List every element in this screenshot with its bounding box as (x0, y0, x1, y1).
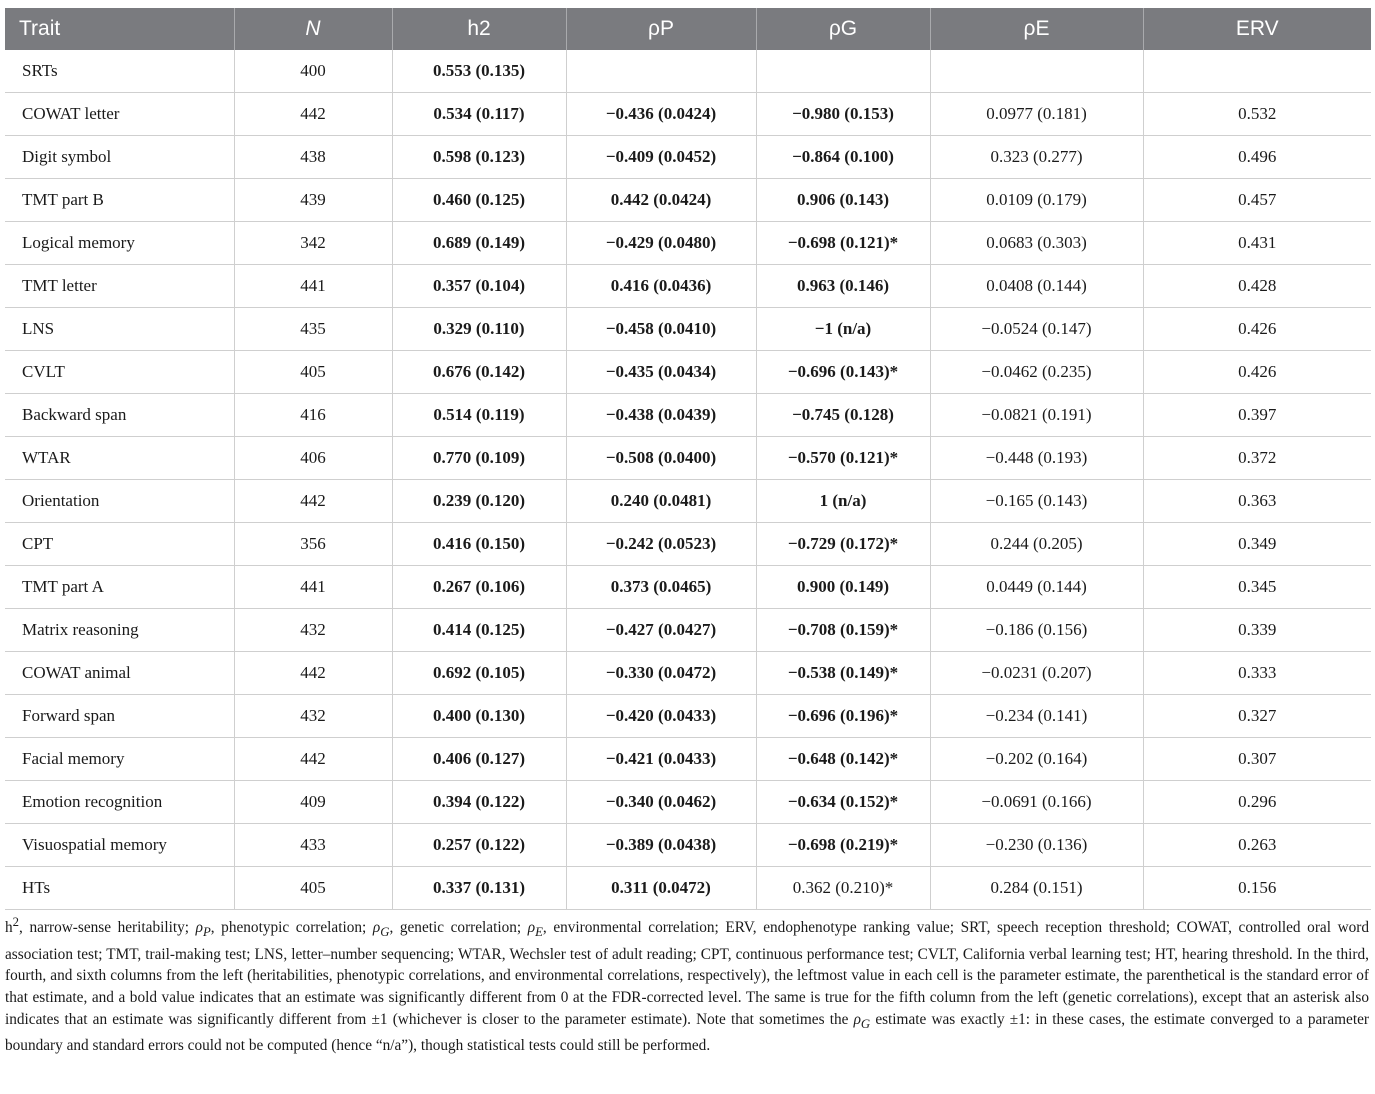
cell-rho-p: −0.436 (0.0424) (566, 93, 756, 136)
cell-rho-g: −0.538 (0.149)* (756, 652, 930, 695)
cell-rho-e: −0.0462 (0.235) (930, 351, 1143, 394)
cell-rho-g: 1 (n/a) (756, 480, 930, 523)
cell-trait: Matrix reasoning (5, 609, 234, 652)
cell-h2: 0.692 (0.105) (392, 652, 566, 695)
footnote-h-sup: 2 (12, 915, 20, 929)
cell-rho-p: 0.373 (0.0465) (566, 566, 756, 609)
cell-rho-e: −0.0691 (0.166) (930, 781, 1143, 824)
cell-rho-g: 0.963 (0.146) (756, 265, 930, 308)
cell-n: 435 (234, 308, 392, 351)
cell-rho-g (756, 50, 930, 93)
cell-rho-g: 0.906 (0.143) (756, 179, 930, 222)
cell-rho-e: 0.244 (0.205) (930, 523, 1143, 566)
cell-n: 442 (234, 93, 392, 136)
cell-h2: 0.514 (0.119) (392, 394, 566, 437)
cell-h2: 0.534 (0.117) (392, 93, 566, 136)
cell-erv: 0.532 (1143, 93, 1371, 136)
footnote-p-definition: , phenotypic correlation; (210, 919, 373, 937)
cell-rho-p: −0.340 (0.0462) (566, 781, 756, 824)
cell-n: 439 (234, 179, 392, 222)
footnote-sub-e: E (535, 925, 543, 940)
cell-erv: 0.426 (1143, 308, 1371, 351)
footnote-sub-g: G (860, 1016, 871, 1031)
cell-rho-e: −0.0821 (0.191) (930, 394, 1143, 437)
cell-trait: TMT part B (5, 179, 234, 222)
cell-rho-p: −0.435 (0.0434) (566, 351, 756, 394)
results-table-container (5, 8, 1371, 910)
cell-rho-p: −0.242 (0.0523) (566, 523, 756, 566)
cell-n: 441 (234, 265, 392, 308)
cell-n: 342 (234, 222, 392, 265)
cell-erv: 0.333 (1143, 652, 1371, 695)
table-row (5, 222, 1371, 265)
cell-rho-p: −0.438 (0.0439) (566, 394, 756, 437)
cell-h2: 0.239 (0.120) (392, 480, 566, 523)
cell-h2: 0.400 (0.130) (392, 695, 566, 738)
cell-rho-e: 0.323 (0.277) (930, 136, 1143, 179)
table-row (5, 179, 1371, 222)
cell-rho-e: −0.186 (0.156) (930, 609, 1143, 652)
cell-rho-e: 0.284 (0.151) (930, 867, 1143, 910)
footnote-rho: ρ (195, 919, 203, 937)
cell-rho-e: 0.0683 (0.303) (930, 222, 1143, 265)
cell-erv: 0.426 (1143, 351, 1371, 394)
cell-trait: WTAR (5, 437, 234, 480)
table-row (5, 867, 1371, 910)
cell-rho-e: −0.0231 (0.207) (930, 652, 1143, 695)
table-row (5, 480, 1371, 523)
header-row (5, 8, 1371, 50)
cell-rho-p: −0.508 (0.0400) (566, 437, 756, 480)
cell-rho-e: 0.0408 (0.144) (930, 265, 1143, 308)
header-trait: Trait (5, 8, 234, 50)
cell-rho-g: −0.698 (0.121)* (756, 222, 930, 265)
table-row (5, 523, 1371, 566)
footnote-e-definition: , environmental correlation; ERV, endophenotype ranking value; SRT, speech reception threshold; COWAT, controlled oral word association test; TMT, trail-making test; LNS, letter–number sequencing; WTAR, Wechsler test of adult reading; CPT, continuous performance test; CVLT, California verbal learning test; HT, hearing threshold. In the third, fourth, and sixth columns from the left (heritabilities, phenotypic correlations, and environmental correlations, respectively), the leftmost value in each cell is the parameter estimate, the parenthetical is the standard error of that estimate, and a bold value indicates that an estimate was significantly different from 0 at the FDR-corrected level. The same is true for the fifth column from the left (genetic correlations), except that an asterisk also indicates that an estimate was significantly different from ±1 (whichever is closer to the parameter estimate). Note that sometimes the (5, 919, 1370, 1028)
footnote-rho: ρ (853, 1010, 861, 1028)
cell-h2: 0.394 (0.122) (392, 781, 566, 824)
header-h2: h2 (392, 8, 566, 50)
cell-rho-e: −0.0524 (0.147) (930, 308, 1143, 351)
cell-h2: 0.689 (0.149) (392, 222, 566, 265)
cell-h2: 0.676 (0.142) (392, 351, 566, 394)
cell-rho-g: −0.708 (0.159)* (756, 609, 930, 652)
results-table (5, 8, 1371, 910)
header-rho-g: ρG (756, 8, 930, 50)
table-row (5, 824, 1371, 867)
cell-erv: 0.156 (1143, 867, 1371, 910)
cell-erv: 0.339 (1143, 609, 1371, 652)
cell-n: 432 (234, 609, 392, 652)
cell-n: 416 (234, 394, 392, 437)
cell-h2: 0.357 (0.104) (392, 265, 566, 308)
cell-h2: 0.257 (0.122) (392, 824, 566, 867)
cell-trait: Visuospatial memory (5, 824, 234, 867)
table-row (5, 695, 1371, 738)
header-erv: ERV (1143, 8, 1371, 50)
cell-n: 438 (234, 136, 392, 179)
cell-rho-p: −0.421 (0.0433) (566, 738, 756, 781)
cell-n: 409 (234, 781, 392, 824)
cell-trait: Forward span (5, 695, 234, 738)
cell-erv: 0.345 (1143, 566, 1371, 609)
cell-trait: Facial memory (5, 738, 234, 781)
footnote-h2-definition: , narrow-sense heritability; (19, 919, 196, 937)
cell-trait: CVLT (5, 351, 234, 394)
table-row (5, 437, 1371, 480)
cell-rho-g: −0.648 (0.142)* (756, 738, 930, 781)
cell-n: 432 (234, 695, 392, 738)
cell-h2: 0.416 (0.150) (392, 523, 566, 566)
cell-erv: 0.307 (1143, 738, 1371, 781)
table-row (5, 652, 1371, 695)
cell-rho-p: −0.409 (0.0452) (566, 136, 756, 179)
cell-n: 405 (234, 351, 392, 394)
cell-rho-p: 0.311 (0.0472) (566, 867, 756, 910)
cell-h2: 0.770 (0.109) (392, 437, 566, 480)
cell-rho-p: −0.458 (0.0410) (566, 308, 756, 351)
cell-n: 400 (234, 50, 392, 93)
header-rho-e: ρE (930, 8, 1143, 50)
footnote-rho: ρ (372, 919, 381, 937)
cell-rho-e (930, 50, 1143, 93)
cell-rho-g: −0.696 (0.143)* (756, 351, 930, 394)
cell-n: 442 (234, 738, 392, 781)
cell-rho-p: −0.427 (0.0427) (566, 609, 756, 652)
cell-rho-p: −0.389 (0.0438) (566, 824, 756, 867)
cell-trait: CPT (5, 523, 234, 566)
cell-rho-g: −0.745 (0.128) (756, 394, 930, 437)
cell-rho-e: −0.234 (0.141) (930, 695, 1143, 738)
cell-h2: 0.406 (0.127) (392, 738, 566, 781)
cell-rho-g: −0.698 (0.219)* (756, 824, 930, 867)
cell-erv: 0.363 (1143, 480, 1371, 523)
cell-h2: 0.460 (0.125) (392, 179, 566, 222)
cell-rho-g: −0.980 (0.153) (756, 93, 930, 136)
cell-trait: Orientation (5, 480, 234, 523)
cell-n: 441 (234, 566, 392, 609)
cell-erv: 0.428 (1143, 265, 1371, 308)
footnote-sub-g: G (380, 925, 390, 940)
header-n: N (234, 8, 392, 50)
cell-trait: COWAT animal (5, 652, 234, 695)
cell-trait: Logical memory (5, 222, 234, 265)
cell-rho-e: −0.202 (0.164) (930, 738, 1143, 781)
cell-erv: 0.457 (1143, 179, 1371, 222)
cell-h2: 0.329 (0.110) (392, 308, 566, 351)
table-row (5, 50, 1371, 93)
cell-n: 405 (234, 867, 392, 910)
cell-rho-p: −0.330 (0.0472) (566, 652, 756, 695)
cell-rho-e: 0.0449 (0.144) (930, 566, 1143, 609)
cell-h2: 0.337 (0.131) (392, 867, 566, 910)
table-footnote (5, 912, 1369, 1057)
cell-rho-p (566, 50, 756, 93)
footnote-h: h (5, 919, 13, 937)
cell-rho-g: −0.570 (0.121)* (756, 437, 930, 480)
cell-trait: Digit symbol (5, 136, 234, 179)
cell-trait: Emotion recognition (5, 781, 234, 824)
cell-rho-p: −0.429 (0.0480) (566, 222, 756, 265)
table-row (5, 781, 1371, 824)
cell-rho-g: −0.729 (0.172)* (756, 523, 930, 566)
cell-rho-p: −0.420 (0.0433) (566, 695, 756, 738)
cell-h2: 0.267 (0.106) (392, 566, 566, 609)
cell-erv (1143, 50, 1371, 93)
cell-erv: 0.327 (1143, 695, 1371, 738)
cell-rho-e: −0.165 (0.143) (930, 480, 1143, 523)
table-row (5, 93, 1371, 136)
cell-rho-e: −0.230 (0.136) (930, 824, 1143, 867)
cell-h2: 0.553 (0.135) (392, 50, 566, 93)
footnote-sub-p: P (202, 925, 211, 940)
cell-n: 356 (234, 523, 392, 566)
cell-rho-g: −0.696 (0.196)* (756, 695, 930, 738)
cell-rho-p: 0.442 (0.0424) (566, 179, 756, 222)
cell-n: 406 (234, 437, 392, 480)
footnote-g-tail: estimate was exactly ±1: in these cases, the estimate converged to a parameter boundary and standard errors could not be computed (hence “n/a”), though statistical tests could still be performed. (5, 1010, 1369, 1055)
cell-erv: 0.349 (1143, 523, 1371, 566)
cell-erv: 0.296 (1143, 781, 1371, 824)
cell-rho-p: 0.416 (0.0436) (566, 265, 756, 308)
cell-trait: SRTs (5, 50, 234, 93)
header-rho-p: ρP (566, 8, 756, 50)
cell-trait: HTs (5, 867, 234, 910)
cell-rho-e: 0.0977 (0.181) (930, 93, 1143, 136)
cell-trait: LNS (5, 308, 234, 351)
cell-n: 433 (234, 824, 392, 867)
table-row (5, 566, 1371, 609)
table-row (5, 351, 1371, 394)
cell-trait: Backward span (5, 394, 234, 437)
table-row (5, 136, 1371, 179)
cell-trait: TMT letter (5, 265, 234, 308)
cell-h2: 0.414 (0.125) (392, 609, 566, 652)
table-row (5, 265, 1371, 308)
cell-erv: 0.431 (1143, 222, 1371, 265)
cell-erv: 0.397 (1143, 394, 1371, 437)
table-row (5, 609, 1371, 652)
cell-trait: COWAT letter (5, 93, 234, 136)
cell-rho-g: 0.900 (0.149) (756, 566, 930, 609)
table-row (5, 738, 1371, 781)
cell-rho-g: −0.634 (0.152)* (756, 781, 930, 824)
cell-trait: TMT part A (5, 566, 234, 609)
cell-rho-g: −1 (n/a) (756, 308, 930, 351)
cell-h2: 0.598 (0.123) (392, 136, 566, 179)
footnote-rho: ρ (527, 919, 536, 937)
cell-rho-g: 0.362 (0.210)* (756, 867, 930, 910)
cell-n: 442 (234, 652, 392, 695)
cell-erv: 0.372 (1143, 437, 1371, 480)
cell-rho-e: 0.0109 (0.179) (930, 179, 1143, 222)
cell-rho-e: −0.448 (0.193) (930, 437, 1143, 480)
cell-n: 442 (234, 480, 392, 523)
footnote-g-definition: , genetic correlation; (389, 919, 528, 937)
table-row (5, 394, 1371, 437)
table-row (5, 308, 1371, 351)
cell-rho-p: 0.240 (0.0481) (566, 480, 756, 523)
cell-erv: 0.496 (1143, 136, 1371, 179)
cell-rho-g: −0.864 (0.100) (756, 136, 930, 179)
cell-erv: 0.263 (1143, 824, 1371, 867)
